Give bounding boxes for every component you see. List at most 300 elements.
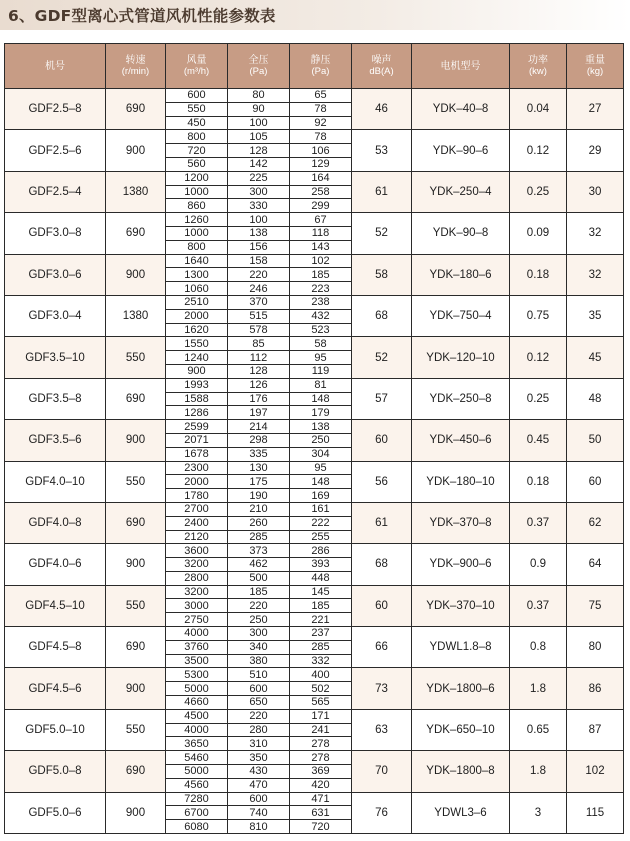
header-label: 静压	[310, 55, 331, 66]
speed-cell: 550	[106, 585, 166, 626]
flow-cell: 5000	[166, 682, 228, 696]
flow-cell: 2300	[166, 461, 228, 475]
table-row	[5, 792, 624, 806]
static-pressure-cell: 241	[290, 723, 352, 737]
total-pressure-cell: 214	[228, 420, 290, 434]
flow-cell: 3200	[166, 585, 228, 599]
static-pressure-cell: 78	[290, 130, 352, 144]
total-pressure-cell: 90	[228, 102, 290, 116]
motor-cell: YDK–370–8	[412, 502, 510, 543]
speed-cell: 1380	[106, 295, 166, 336]
static-pressure-cell: 448	[290, 571, 352, 585]
noise-cell: 52	[352, 337, 412, 378]
static-pressure-cell: 238	[290, 295, 352, 309]
model-cell: GDF3.5–10	[5, 337, 106, 378]
static-pressure-cell: 286	[290, 544, 352, 558]
power-cell: 0.37	[510, 502, 567, 543]
static-pressure-cell: 102	[290, 254, 352, 268]
table-row	[5, 89, 624, 103]
total-pressure-cell: 112	[228, 351, 290, 365]
weight-cell: 75	[567, 585, 624, 626]
noise-cell: 68	[352, 544, 412, 585]
table-row	[5, 585, 624, 599]
header-unit: (r/min)	[121, 66, 150, 77]
static-pressure-cell: 185	[290, 268, 352, 282]
noise-cell: 52	[352, 213, 412, 254]
header-unit: (Pa)	[249, 66, 268, 77]
total-pressure-cell: 578	[228, 323, 290, 337]
table-header	[5, 44, 624, 89]
static-pressure-cell: 95	[290, 351, 352, 365]
page-title: 6、GDF型离心式管道风机性能参数表	[8, 7, 276, 25]
static-pressure-cell: 221	[290, 613, 352, 627]
flow-cell: 1588	[166, 392, 228, 406]
flow-cell: 1000	[166, 226, 228, 240]
total-pressure-cell: 500	[228, 571, 290, 585]
total-pressure-cell: 220	[228, 709, 290, 723]
flow-cell: 3760	[166, 640, 228, 654]
total-pressure-cell: 510	[228, 668, 290, 682]
flow-cell: 2750	[166, 613, 228, 627]
static-pressure-cell: 106	[290, 144, 352, 158]
header-noise	[352, 44, 412, 89]
total-pressure-cell: 350	[228, 751, 290, 765]
flow-cell: 1060	[166, 282, 228, 296]
speed-cell: 900	[106, 420, 166, 461]
header-label: 功率	[528, 55, 548, 66]
static-pressure-cell: 258	[290, 185, 352, 199]
speed-cell: 690	[106, 751, 166, 792]
noise-cell: 76	[352, 792, 412, 833]
weight-cell: 86	[567, 668, 624, 709]
power-cell: 0.37	[510, 585, 567, 626]
static-pressure-cell: 631	[290, 806, 352, 820]
model-cell: GDF2.5–8	[5, 89, 106, 130]
noise-cell: 56	[352, 461, 412, 502]
noise-cell: 58	[352, 254, 412, 295]
table-row	[5, 668, 624, 682]
total-pressure-cell: 430	[228, 765, 290, 779]
flow-cell: 4660	[166, 696, 228, 710]
static-pressure-cell: 67	[290, 213, 352, 227]
header-label: 噪声	[371, 55, 392, 66]
speed-cell: 690	[106, 378, 166, 419]
speed-cell: 550	[106, 337, 166, 378]
motor-cell: YDK–450–6	[412, 420, 510, 461]
total-pressure-cell: 100	[228, 116, 290, 130]
static-pressure-cell: 81	[290, 378, 352, 392]
power-cell: 1.8	[510, 668, 567, 709]
weight-cell: 62	[567, 502, 624, 543]
total-pressure-cell: 176	[228, 392, 290, 406]
total-pressure-cell: 185	[228, 585, 290, 599]
flow-cell: 800	[166, 240, 228, 254]
power-cell: 0.12	[510, 130, 567, 171]
static-pressure-cell: 164	[290, 171, 352, 185]
total-pressure-cell: 335	[228, 447, 290, 461]
static-pressure-cell: 255	[290, 530, 352, 544]
static-pressure-cell: 185	[290, 599, 352, 613]
static-pressure-cell: 143	[290, 240, 352, 254]
header-label: 风量	[186, 55, 207, 66]
table-row	[5, 171, 624, 185]
weight-cell: 30	[567, 171, 624, 212]
static-pressure-cell: 250	[290, 433, 352, 447]
total-pressure-cell: 220	[228, 268, 290, 282]
static-pressure-cell: 95	[290, 461, 352, 475]
speed-cell: 900	[106, 668, 166, 709]
static-pressure-cell: 304	[290, 447, 352, 461]
speed-cell: 1380	[106, 171, 166, 212]
speed-cell: 690	[106, 89, 166, 130]
weight-cell: 32	[567, 254, 624, 295]
flow-cell: 1200	[166, 171, 228, 185]
speed-cell: 690	[106, 213, 166, 254]
motor-cell: YDK–90–6	[412, 130, 510, 171]
total-pressure-cell: 280	[228, 723, 290, 737]
static-pressure-cell: 118	[290, 226, 352, 240]
static-pressure-cell: 400	[290, 668, 352, 682]
power-cell: 1.8	[510, 751, 567, 792]
total-pressure-cell: 100	[228, 213, 290, 227]
flow-cell: 2700	[166, 502, 228, 516]
noise-cell: 73	[352, 668, 412, 709]
model-cell: GDF4.5–10	[5, 585, 106, 626]
power-cell: 0.65	[510, 709, 567, 750]
weight-cell: 60	[567, 461, 624, 502]
model-cell: GDF3.0–6	[5, 254, 106, 295]
noise-cell: 60	[352, 585, 412, 626]
static-pressure-cell: 145	[290, 585, 352, 599]
power-cell: 0.04	[510, 89, 567, 130]
weight-cell: 115	[567, 792, 624, 833]
flow-cell: 7280	[166, 792, 228, 806]
flow-cell: 2800	[166, 571, 228, 585]
noise-cell: 68	[352, 295, 412, 336]
flow-cell: 4560	[166, 778, 228, 792]
header-static-pressure	[290, 44, 352, 89]
power-cell: 0.8	[510, 627, 567, 668]
table-row	[5, 213, 624, 227]
total-pressure-cell: 740	[228, 806, 290, 820]
total-pressure-cell: 650	[228, 696, 290, 710]
flow-cell: 3000	[166, 599, 228, 613]
header-unit: (Pa)	[311, 66, 330, 77]
table-row	[5, 751, 624, 765]
static-pressure-cell: 92	[290, 116, 352, 130]
static-pressure-cell: 523	[290, 323, 352, 337]
flow-cell: 5300	[166, 668, 228, 682]
static-pressure-cell: 565	[290, 696, 352, 710]
motor-cell: YDK–1800–8	[412, 751, 510, 792]
flow-cell: 860	[166, 199, 228, 213]
static-pressure-cell: 432	[290, 309, 352, 323]
header-power	[510, 44, 567, 89]
header-unit: dB(A)	[369, 66, 394, 77]
total-pressure-cell: 330	[228, 199, 290, 213]
header-label: 机号	[45, 60, 65, 72]
power-cell: 0.18	[510, 461, 567, 502]
total-pressure-cell: 138	[228, 226, 290, 240]
weight-cell: 27	[567, 89, 624, 130]
flow-cell: 5460	[166, 751, 228, 765]
total-pressure-cell: 298	[228, 433, 290, 447]
header-weight	[567, 44, 624, 89]
table-row	[5, 130, 624, 144]
flow-cell: 2599	[166, 420, 228, 434]
table-row	[5, 254, 624, 268]
total-pressure-cell: 142	[228, 157, 290, 171]
flow-cell: 1780	[166, 489, 228, 503]
static-pressure-cell: 332	[290, 654, 352, 668]
header-row	[5, 44, 624, 89]
speed-cell: 690	[106, 627, 166, 668]
flow-cell: 2510	[166, 295, 228, 309]
flow-cell: 6700	[166, 806, 228, 820]
weight-cell: 32	[567, 213, 624, 254]
model-cell: GDF3.5–6	[5, 420, 106, 461]
total-pressure-cell: 85	[228, 337, 290, 351]
weight-cell: 35	[567, 295, 624, 336]
total-pressure-cell: 515	[228, 309, 290, 323]
flow-cell: 1000	[166, 185, 228, 199]
static-pressure-cell: 278	[290, 737, 352, 751]
static-pressure-cell: 65	[290, 89, 352, 103]
motor-cell: YDK–250–8	[412, 378, 510, 419]
motor-cell: YDK–120–10	[412, 337, 510, 378]
static-pressure-cell: 148	[290, 392, 352, 406]
total-pressure-cell: 128	[228, 144, 290, 158]
total-pressure-cell: 130	[228, 461, 290, 475]
total-pressure-cell: 126	[228, 378, 290, 392]
total-pressure-cell: 190	[228, 489, 290, 503]
static-pressure-cell: 179	[290, 406, 352, 420]
motor-cell: YDK–90–8	[412, 213, 510, 254]
power-cell: 0.25	[510, 171, 567, 212]
table-row	[5, 378, 624, 392]
header-flow	[166, 44, 228, 89]
weight-cell: 29	[567, 130, 624, 171]
static-pressure-cell: 171	[290, 709, 352, 723]
flow-cell: 4500	[166, 709, 228, 723]
flow-cell: 600	[166, 89, 228, 103]
total-pressure-cell: 380	[228, 654, 290, 668]
motor-cell: YDK–650–10	[412, 709, 510, 750]
flow-cell: 3600	[166, 544, 228, 558]
model-cell: GDF4.0–10	[5, 461, 106, 502]
static-pressure-cell: 119	[290, 364, 352, 378]
total-pressure-cell: 220	[228, 599, 290, 613]
total-pressure-cell: 80	[228, 89, 290, 103]
flow-cell: 550	[166, 102, 228, 116]
flow-cell: 450	[166, 116, 228, 130]
total-pressure-cell: 260	[228, 516, 290, 530]
total-pressure-cell: 600	[228, 792, 290, 806]
total-pressure-cell: 250	[228, 613, 290, 627]
static-pressure-cell: 161	[290, 502, 352, 516]
total-pressure-cell: 373	[228, 544, 290, 558]
static-pressure-cell: 720	[290, 820, 352, 834]
total-pressure-cell: 310	[228, 737, 290, 751]
table-row	[5, 627, 624, 641]
static-pressure-cell: 148	[290, 475, 352, 489]
weight-cell: 80	[567, 627, 624, 668]
total-pressure-cell: 285	[228, 530, 290, 544]
header-model	[5, 44, 106, 89]
motor-cell: YDK–180–10	[412, 461, 510, 502]
motor-cell: YDK–900–6	[412, 544, 510, 585]
motor-cell: YDK–180–6	[412, 254, 510, 295]
flow-cell: 1620	[166, 323, 228, 337]
static-pressure-cell: 78	[290, 102, 352, 116]
static-pressure-cell: 222	[290, 516, 352, 530]
speed-cell: 550	[106, 461, 166, 502]
flow-cell: 1678	[166, 447, 228, 461]
static-pressure-cell: 369	[290, 765, 352, 779]
noise-cell: 61	[352, 502, 412, 543]
total-pressure-cell: 197	[228, 406, 290, 420]
speed-cell: 900	[106, 254, 166, 295]
total-pressure-cell: 300	[228, 627, 290, 641]
speed-cell: 900	[106, 544, 166, 585]
total-pressure-cell: 300	[228, 185, 290, 199]
motor-cell: YDK–370–10	[412, 585, 510, 626]
noise-cell: 63	[352, 709, 412, 750]
noise-cell: 60	[352, 420, 412, 461]
total-pressure-cell: 810	[228, 820, 290, 834]
flow-cell: 1640	[166, 254, 228, 268]
flow-cell: 4000	[166, 627, 228, 641]
table-row	[5, 295, 624, 309]
table-row	[5, 420, 624, 434]
static-pressure-cell: 237	[290, 627, 352, 641]
power-cell: 0.75	[510, 295, 567, 336]
header-label: 重量	[585, 55, 605, 66]
total-pressure-cell: 370	[228, 295, 290, 309]
model-cell: GDF3.0–8	[5, 213, 106, 254]
flow-cell: 5000	[166, 765, 228, 779]
table-body	[5, 89, 624, 834]
power-cell: 0.18	[510, 254, 567, 295]
noise-cell: 57	[352, 378, 412, 419]
power-cell: 0.25	[510, 378, 567, 419]
total-pressure-cell: 158	[228, 254, 290, 268]
noise-cell: 61	[352, 171, 412, 212]
static-pressure-cell: 420	[290, 778, 352, 792]
total-pressure-cell: 128	[228, 364, 290, 378]
weight-cell: 102	[567, 751, 624, 792]
total-pressure-cell: 470	[228, 778, 290, 792]
flow-cell: 1286	[166, 406, 228, 420]
table-row	[5, 502, 624, 516]
header-unit: (m³/h)	[183, 66, 210, 77]
model-cell: GDF2.5–4	[5, 171, 106, 212]
performance-table	[4, 43, 624, 834]
total-pressure-cell: 246	[228, 282, 290, 296]
header-motor	[412, 44, 510, 89]
static-pressure-cell: 502	[290, 682, 352, 696]
model-cell: GDF5.0–10	[5, 709, 106, 750]
speed-cell: 550	[106, 709, 166, 750]
motor-cell: YDK–750–4	[412, 295, 510, 336]
flow-cell: 1993	[166, 378, 228, 392]
weight-cell: 64	[567, 544, 624, 585]
model-cell: GDF5.0–6	[5, 792, 106, 833]
header-total-pressure	[228, 44, 290, 89]
flow-cell: 3500	[166, 654, 228, 668]
flow-cell: 1300	[166, 268, 228, 282]
motor-cell: YDWL1.8–8	[412, 627, 510, 668]
weight-cell: 48	[567, 378, 624, 419]
power-cell: 0.09	[510, 213, 567, 254]
power-cell: 0.45	[510, 420, 567, 461]
flow-cell: 2120	[166, 530, 228, 544]
header-unit: (kg)	[586, 66, 604, 77]
model-cell: GDF2.5–6	[5, 130, 106, 171]
flow-cell: 6080	[166, 820, 228, 834]
table-row	[5, 337, 624, 351]
static-pressure-cell: 393	[290, 558, 352, 572]
flow-cell: 1550	[166, 337, 228, 351]
noise-cell: 70	[352, 751, 412, 792]
static-pressure-cell: 471	[290, 792, 352, 806]
model-cell: GDF5.0–8	[5, 751, 106, 792]
header-speed	[106, 44, 166, 89]
flow-cell: 1260	[166, 213, 228, 227]
static-pressure-cell: 129	[290, 157, 352, 171]
flow-cell: 2000	[166, 309, 228, 323]
table-row	[5, 544, 624, 558]
total-pressure-cell: 175	[228, 475, 290, 489]
table-row	[5, 461, 624, 475]
static-pressure-cell: 169	[290, 489, 352, 503]
total-pressure-cell: 225	[228, 171, 290, 185]
header-label: 转速	[125, 55, 146, 66]
flow-cell: 2071	[166, 433, 228, 447]
power-cell: 0.9	[510, 544, 567, 585]
weight-cell: 50	[567, 420, 624, 461]
weight-cell: 45	[567, 337, 624, 378]
flow-cell: 560	[166, 157, 228, 171]
flow-cell: 2400	[166, 516, 228, 530]
flow-cell: 2000	[166, 475, 228, 489]
motor-cell: YDK–1800–6	[412, 668, 510, 709]
total-pressure-cell: 210	[228, 502, 290, 516]
noise-cell: 66	[352, 627, 412, 668]
total-pressure-cell: 600	[228, 682, 290, 696]
total-pressure-cell: 105	[228, 130, 290, 144]
header-label: 全压	[248, 55, 269, 66]
motor-cell: YDK–40–8	[412, 89, 510, 130]
static-pressure-cell: 285	[290, 640, 352, 654]
flow-cell: 3650	[166, 737, 228, 751]
static-pressure-cell: 58	[290, 337, 352, 351]
power-cell: 3	[510, 792, 567, 833]
total-pressure-cell: 340	[228, 640, 290, 654]
static-pressure-cell: 299	[290, 199, 352, 213]
noise-cell: 46	[352, 89, 412, 130]
flow-cell: 720	[166, 144, 228, 158]
header-unit: (kw)	[529, 66, 547, 77]
flow-cell: 800	[166, 130, 228, 144]
static-pressure-cell: 278	[290, 751, 352, 765]
flow-cell: 1240	[166, 351, 228, 365]
header-label: 电机型号	[440, 60, 481, 72]
model-cell: GDF4.0–6	[5, 544, 106, 585]
noise-cell: 53	[352, 130, 412, 171]
total-pressure-cell: 156	[228, 240, 290, 254]
static-pressure-cell: 223	[290, 282, 352, 296]
